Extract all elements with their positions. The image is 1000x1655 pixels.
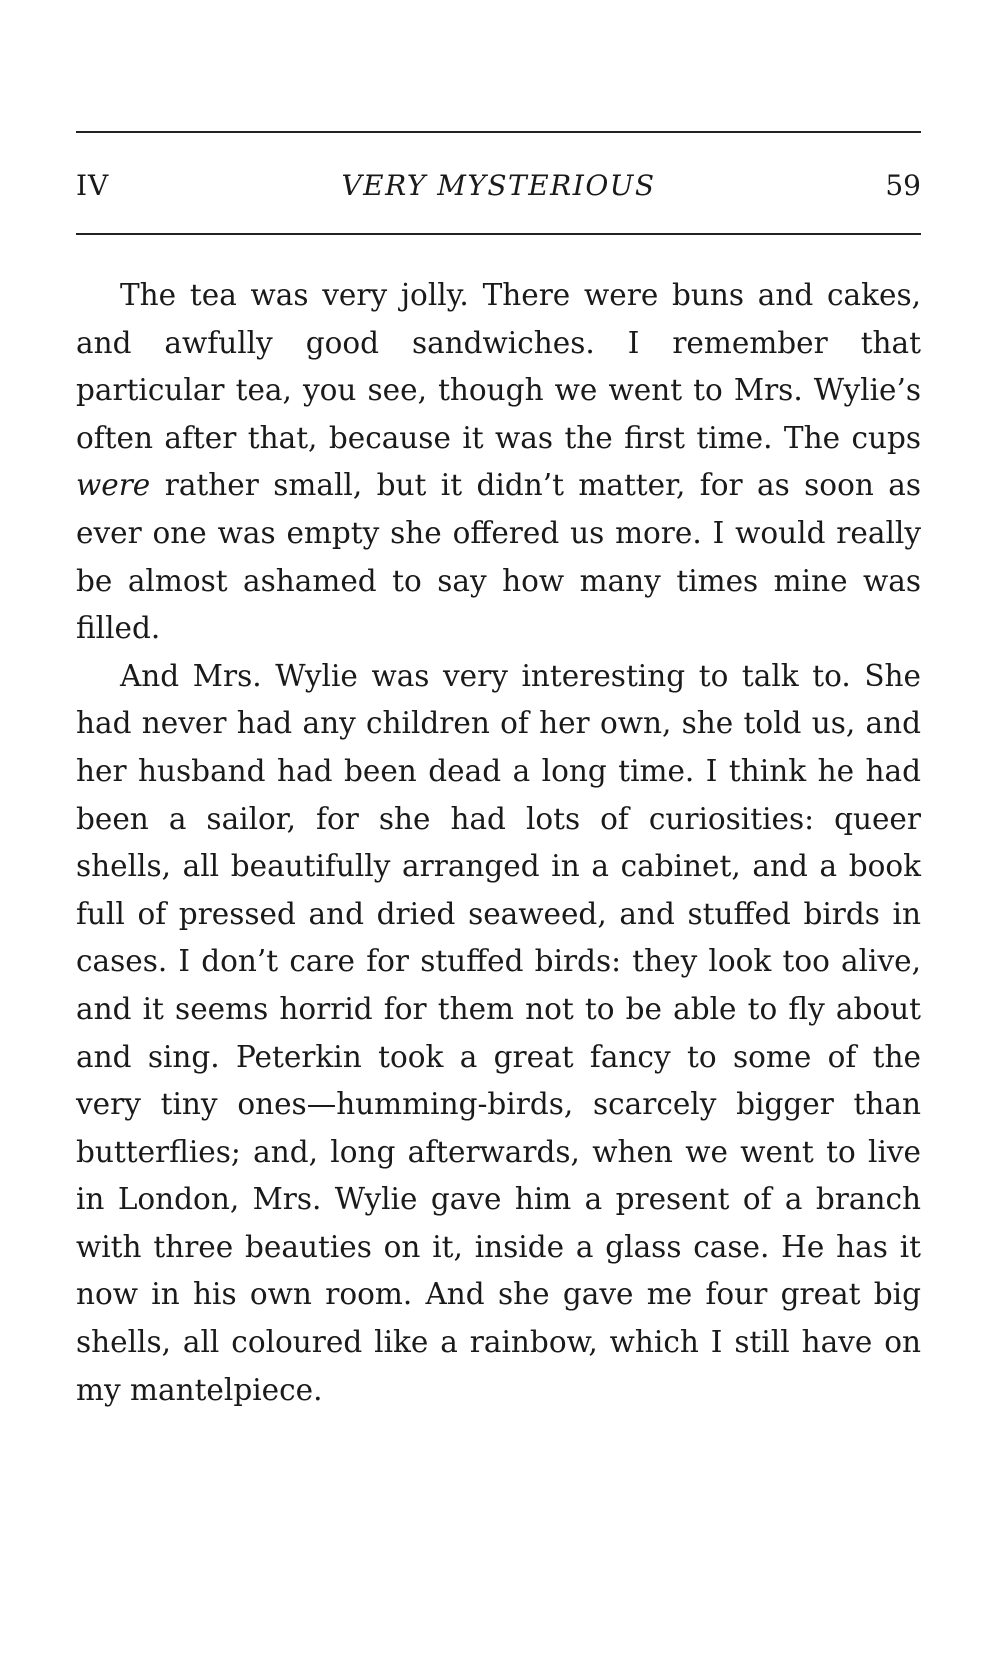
- body-text: [76, 272, 921, 1414]
- chapter-number: IV: [76, 169, 110, 202]
- paragraph-1-text-a: The tea was very jolly. There were buns and cakes, and awfully good sandwiches. I remember that particular tea, you see, though we went to Mrs. Wylie’s often after that, because it was the first time. The cups: [76, 278, 921, 455]
- header-top-rule: [76, 131, 921, 133]
- book-page: [76, 0, 921, 1655]
- paragraph-1-emphasis: were: [76, 468, 151, 503]
- paragraph-2: And Mrs. Wylie was very interesting to talk to. She had never had any children of her own, she told us, and her husband had been dead a long time. I think he had been a sailor, for she had lots of curiosities: queer shells, all beautifully arranged in a cabinet, and a book full of pressed and dried seaweed, and stuffed birds in cases. I don’t care for stuffed birds: they look too alive, and it seems horrid for them not to be able to fly about and sing. Peterkin took a great fancy to some of the very tiny ones—humming-birds, scarcely bigger than butterflies; and, long afterwards, when we went to live in London, Mrs. Wylie gave him a present of a branch with three beauties on it, inside a glass case. He has it now in his own room. And she gave me four great big shells, all coloured like a rainbow, which I still have on my mantelpiece.: [76, 658, 921, 1407]
- running-title: VERY MYSTERIOUS: [341, 169, 656, 202]
- running-header: [76, 164, 921, 208]
- header-bottom-rule: [76, 233, 921, 235]
- paragraph-1: [76, 272, 921, 653]
- page-number: 59: [885, 169, 921, 202]
- paragraph-1-text-b: rather small, but it didn’t matter, for as soon as ever one was empty she offered us more. I would really be almost ashamed to say how many times mine was filled.: [76, 468, 921, 646]
